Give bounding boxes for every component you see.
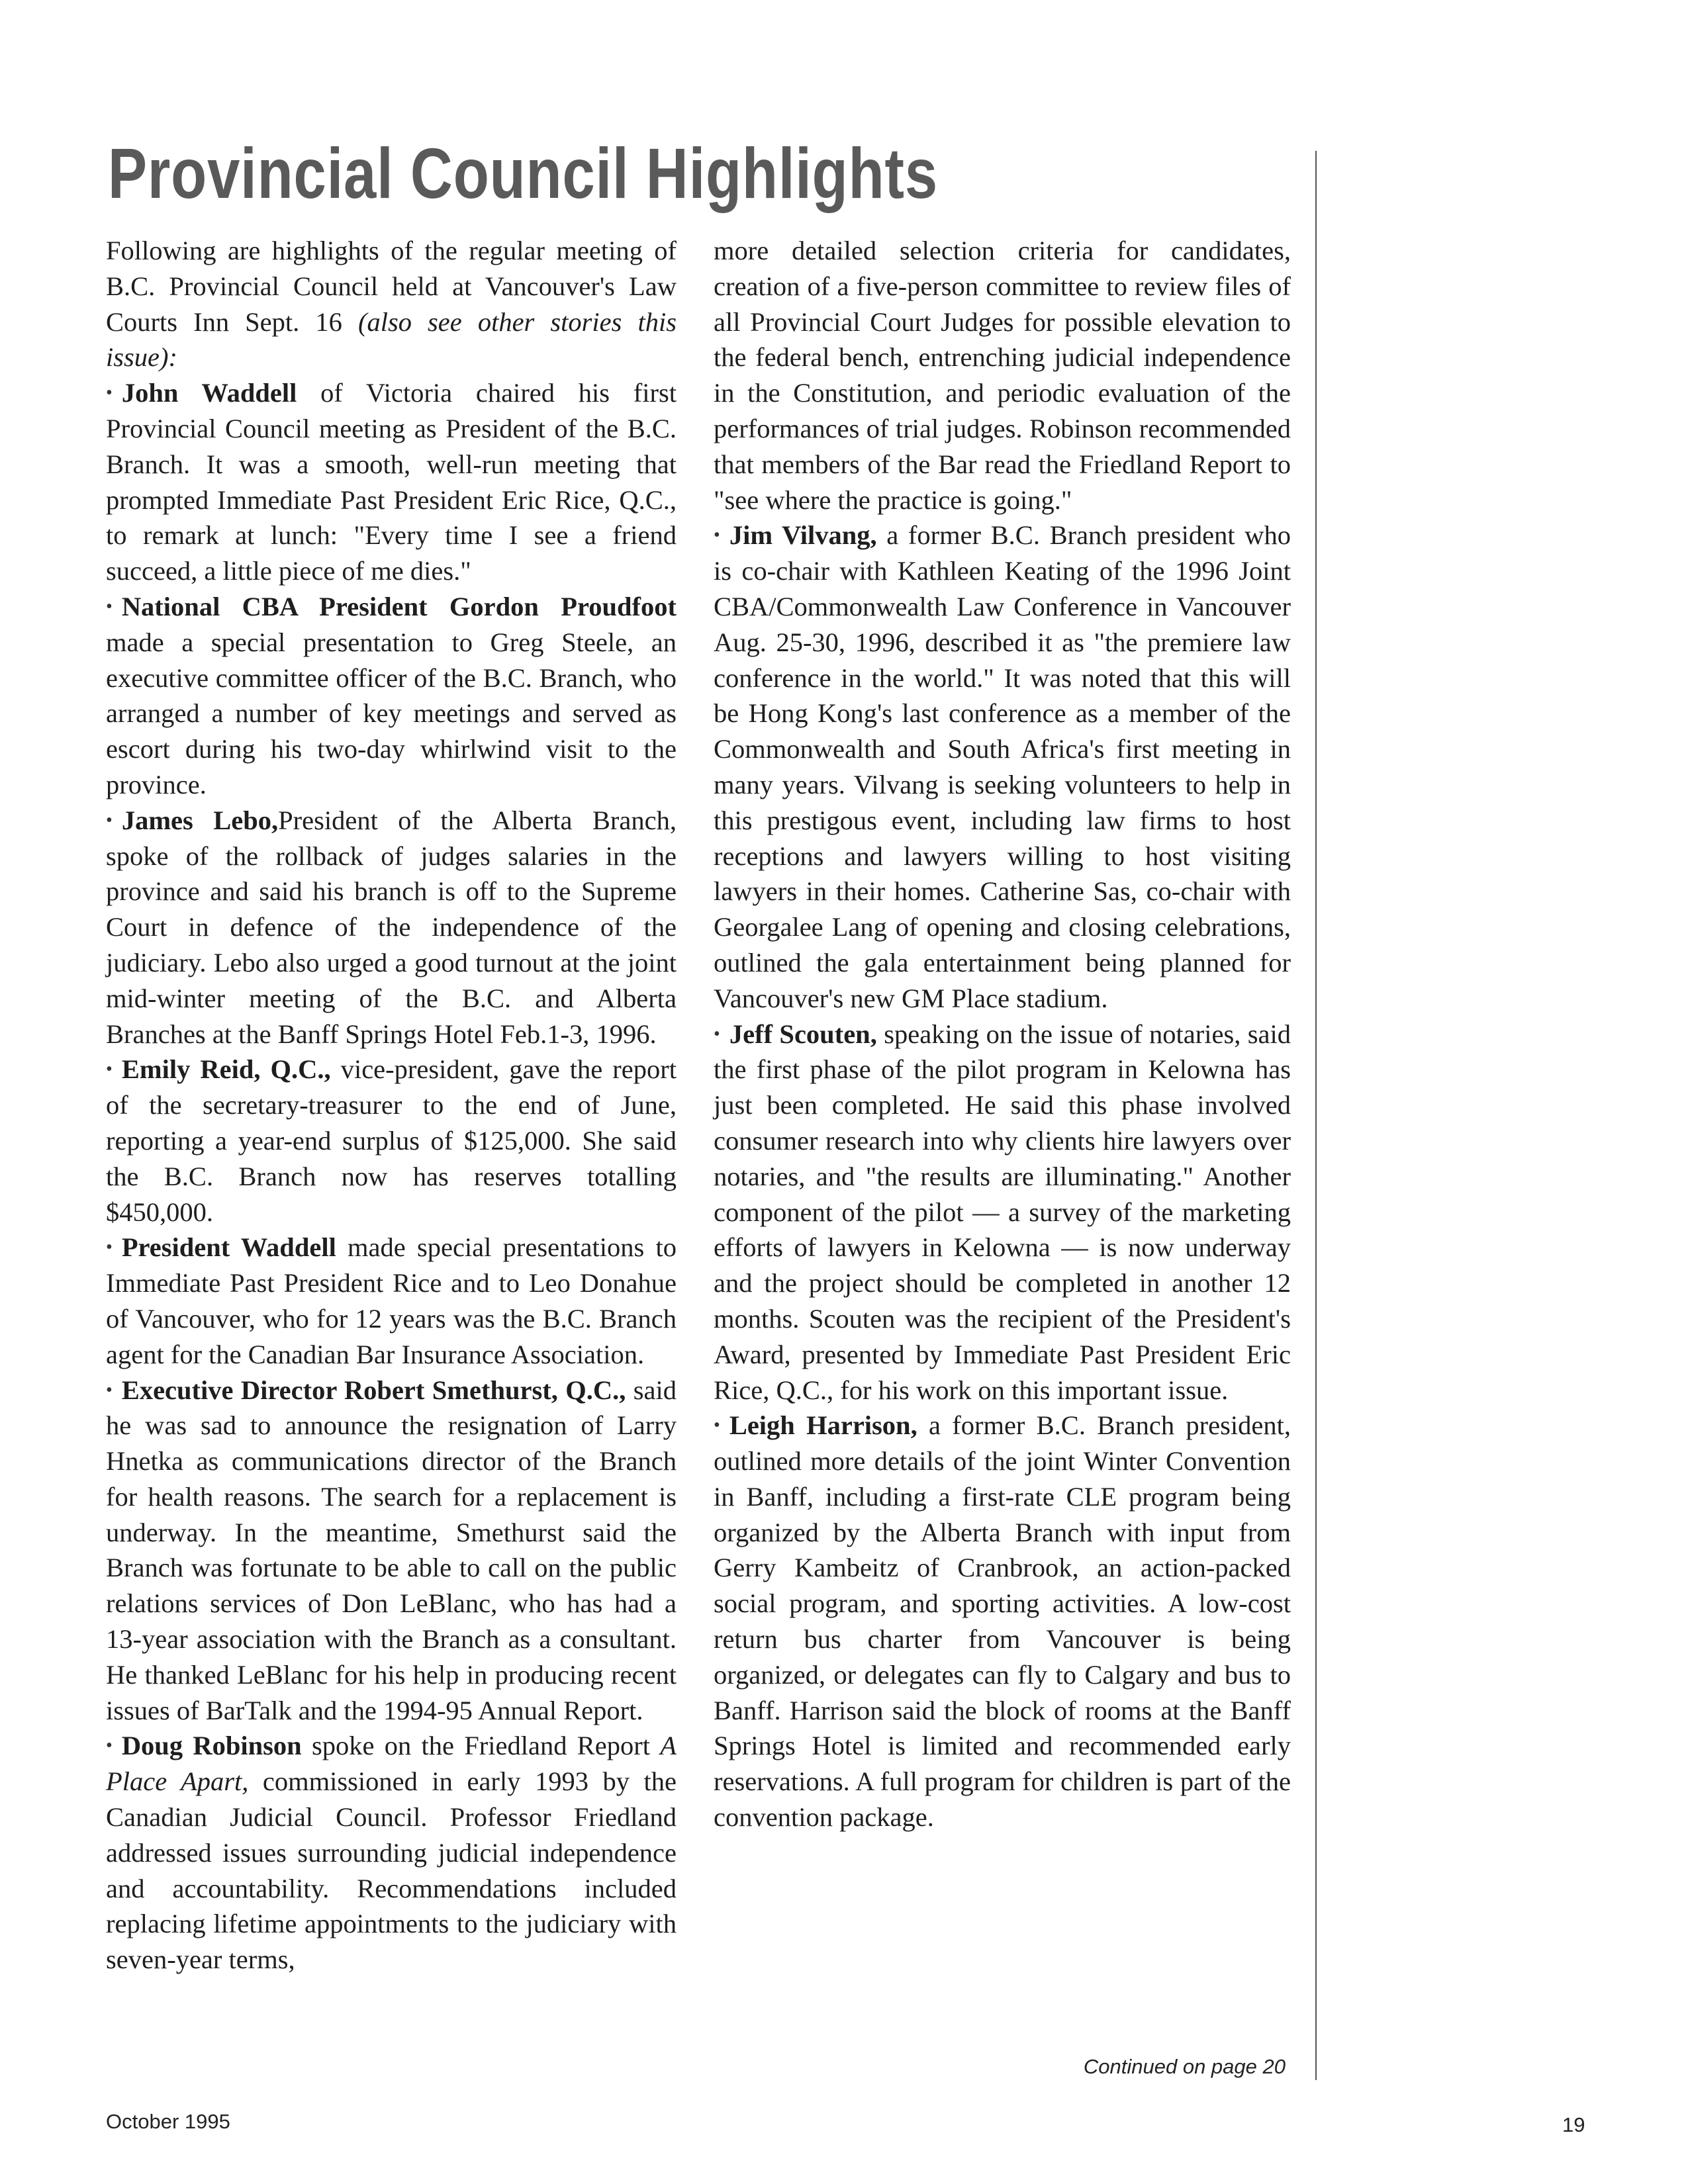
- bullet-icon: •: [106, 1379, 113, 1400]
- bullet-icon: •: [106, 809, 113, 831]
- item-name: Emily Reid, Q.C.,: [121, 1054, 331, 1085]
- left-column: [106, 233, 677, 1978]
- page-number: 19: [1562, 2113, 1585, 2136]
- highlight-item: • James Lebo,President of the Alberta Branch, spoke of the rollback of judges salaries in the province and said his branch is off to the Supreme Court in defence of the independence of the judiciary. Lebo also urged a good turnout at the joint mid-winter meeting of the B.C. and Alberta Branches at the Banff Springs Hotel Feb.1-3, 1996.: [106, 805, 677, 1049]
- highlight-item: • Executive Director Robert Smethurst, Q.C., said he was sad to announce the resignation of Larry Hnetka as communications director of the Branch for health reasons. The search for a replacement is underway. In the meantime, Smethurst said the Branch was fortunate to be able to call on the public relations services of Don LeBlanc, who has had a 13-year association with the Branch as a consultant. He thanked LeBlanc for his help in producing recent issues of BarTalk and the 1994-95 Annual Report.: [106, 1375, 677, 1725]
- bullet-icon: •: [714, 525, 720, 546]
- bullet-icon: •: [106, 1059, 113, 1080]
- bullet-icon: •: [714, 1415, 720, 1436]
- bullet-icon: •: [714, 1023, 720, 1044]
- intro-paragraph: Following are highlights of the regular meeting of B.C. Provincial Council held at Vancouver's Law Courts Inn Sept. 16 (also see other stories this issue):: [106, 236, 677, 373]
- item-name: National CBA President Gordon Proudfoot: [121, 591, 677, 621]
- item-name: James Lebo,: [121, 805, 279, 835]
- item-name: John Waddell: [121, 378, 297, 408]
- highlight-item: • President Waddell made special presentations to Immediate Past President Rice and to Leo Donahue of Vancouver, who for 12 years was the B.C. Branch agent for the Canadian Bar Insurance Association.: [106, 1232, 677, 1369]
- highlight-item: • Jeff Scouten, speaking on the issue of notaries, said the first phase of the pilot program in Kelowna has just been completed. He said this phase involved consumer research into why clients hire lawyers over notaries, and "the results are illuminating." Another component of the pilot — a survey of the marketing efforts of lawyers in Kelowna — is now underway and the project should be completed in another 12 months. Scouten was the recipient of the President's Award, presented by Immediate Past President Eric Rice, Q.C., for his work on this important issue.: [714, 1019, 1291, 1405]
- highlight-item: • Leigh Harrison, a former B.C. Branch president, outlined more details of the joint Winter Convention in Banff, including a first-rate CLE program being organized by the Alberta Branch with input from Gerry Kambeitz of Cranbrook, an action-packed social program, and sporting activities. A low-cost return bus charter from Vancouver is being organized, or delegates can fly to Calgary and bus to Banff. Harrison said the block of rooms at the Banff Springs Hotel is limited and recommended early reservations. A full program for children is part of the convention package.: [714, 1410, 1291, 1833]
- item-name: Jeff Scouten,: [729, 1019, 877, 1049]
- item-name: President Waddell: [121, 1232, 336, 1263]
- bullet-icon: •: [106, 596, 113, 617]
- report-title: A Place Apart,: [106, 1731, 677, 1797]
- highlight-item: • Emily Reid, Q.C., vice-president, gave the report of the secretary-treasurer to the end of June, reporting a year-end surplus of $125,000. She said the B.C. Branch now has reserves totalling $450,000.: [106, 1054, 677, 1227]
- footer-date: October 1995: [106, 2110, 230, 2133]
- highlight-item: • Jim Vilvang, a former B.C. Branch president who is co-chair with Kathleen Keating of the 1996 Joint CBA/Commonwealth Law Conference in Vancouver Aug. 25-30, 1996, described it as "the premiere law conference in the world." It was noted that this will be Hong Kong's last conference as a member of the Commonwealth and South Africa's first meeting in many years. Vilvang is seeking volunteers to help in this prestigous event, including law firms to host receptions and lawyers willing to host visiting lawyers in their homes. Catherine Sas, co-chair with Georgalee Lang of opening and closing celebrations, outlined the gala entertainment being planned for Vancouver's new GM Place stadium.: [714, 520, 1291, 1013]
- item-name: Executive Director Robert Smethurst, Q.C.,: [121, 1375, 626, 1405]
- continuation-paragraph: more detailed selection criteria for candidates, creation of a five-person committee to review files of all Provincial Court Judges for possible elevation to the federal bench, entrenching judicial independence in the Constitution, and periodic evaluation of the performances of trial judges. Robinson recommended that members of the Bar read the Friedland Report to "see where the practice is going.": [714, 236, 1291, 515]
- bullet-icon: •: [106, 1237, 113, 1258]
- item-name: Doug Robinson: [121, 1731, 302, 1761]
- item-name: Jim Vilvang,: [729, 520, 877, 551]
- highlight-item: • Doug Robinson spoke on the Friedland Report A Place Apart, commissioned in early 1993 by the Canadian Judicial Council. Professor Friedland addressed issues surrounding judicial independence and accountability. Recommendations included replacing lifetime appointments to the judiciary with seven-year terms,: [106, 1731, 677, 1975]
- bullet-icon: •: [106, 383, 113, 404]
- column-divider: [1315, 151, 1317, 2080]
- highlight-item: • National CBA President Gordon Proudfoot made a special presentation to Greg Steele, an executive committee officer of the B.C. Branch, who arranged a number of key meetings and served as escort during his two-day whirlwind visit to the province.: [106, 591, 677, 799]
- highlight-item: • John Waddell of Victoria chaired his first Provincial Council meeting as President of the B.C. Branch. It was a smooth, well-run meeting that prompted Immediate Past President Eric Rice, Q.C., to remark at lunch: "Every time I see a friend succeed, a little piece of me dies.": [106, 378, 677, 586]
- right-column: [714, 233, 1291, 1835]
- page-title: Provincial Council Highlights: [108, 133, 938, 213]
- continued-note: Continued on page 20: [1083, 2055, 1286, 2078]
- item-name: Leigh Harrison,: [729, 1410, 917, 1441]
- bullet-icon: •: [106, 1735, 113, 1756]
